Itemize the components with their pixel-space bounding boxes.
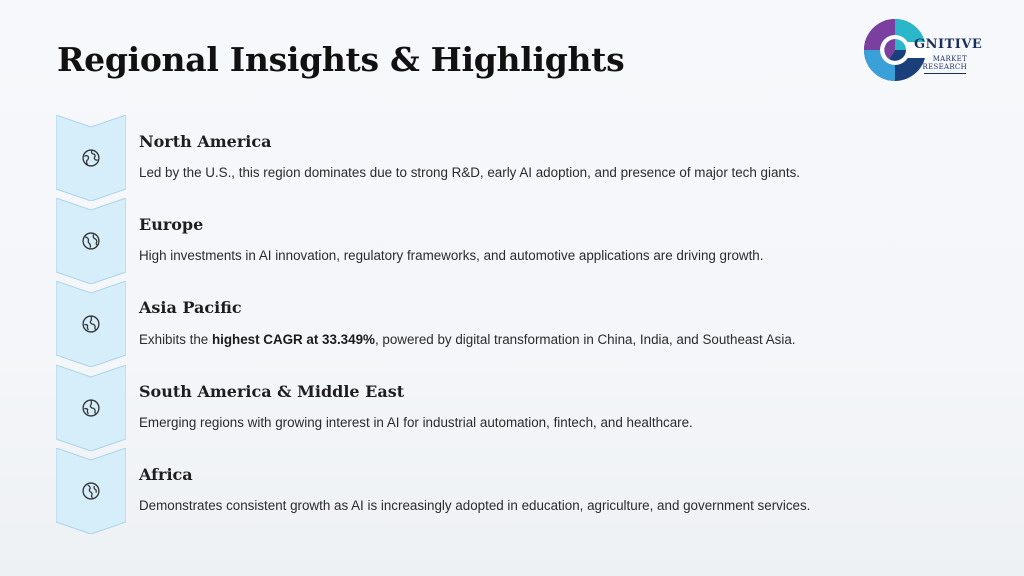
region-title: Asia Pacific <box>139 298 242 317</box>
region-description <box>139 415 693 430</box>
desc-text: Emerging regions with growing interest in AI for industrial automation, fintech, and healthcare. <box>139 415 693 430</box>
globe-icon <box>81 148 101 168</box>
desc-text-after: , powered by digital transformation in China, India, and Southeast Asia. <box>374 332 796 347</box>
globe-icon <box>81 231 101 251</box>
region-title: North America <box>139 132 272 151</box>
logo-wordmark: GNITIVE <box>914 37 983 52</box>
region-description <box>139 165 800 180</box>
desc-text: Exhibits the <box>139 332 212 347</box>
globe-icon <box>81 314 101 334</box>
logo-subtitle <box>917 55 967 71</box>
region-title: Europe <box>139 215 204 234</box>
globe-icon <box>81 398 101 418</box>
logo-sub-line1: MARKET <box>932 55 967 63</box>
timeline-chevron <box>56 198 126 284</box>
timeline-chevron <box>56 115 126 201</box>
logo-underline <box>924 73 966 74</box>
region-description <box>139 248 763 263</box>
desc-text: Demonstrates consistent growth as AI is increasingly adopted in education, agriculture, and government services. <box>139 498 811 513</box>
desc-text: High investments in AI innovation, regulatory frameworks, and automotive applications are driving growth. <box>139 248 764 263</box>
timeline-chevron <box>56 365 126 451</box>
globe-icon <box>81 481 101 501</box>
logo-sub-line2: RESEARCH <box>922 63 967 71</box>
timeline-chevron <box>56 281 126 367</box>
region-title: Africa <box>139 465 193 484</box>
region-title: South America & Middle East <box>139 382 405 401</box>
desc-highlight: highest CAGR at 33.349% <box>211 332 375 347</box>
region-description <box>139 498 810 513</box>
company-logo <box>862 15 983 85</box>
region-description <box>139 332 796 347</box>
timeline-chevron <box>56 448 126 534</box>
page-title: Regional Insights & Highlights <box>57 40 625 79</box>
desc-text: Led by the U.S., this region dominates due to strong R&D, early AI adoption, and presence of major tech giants. <box>139 165 800 180</box>
